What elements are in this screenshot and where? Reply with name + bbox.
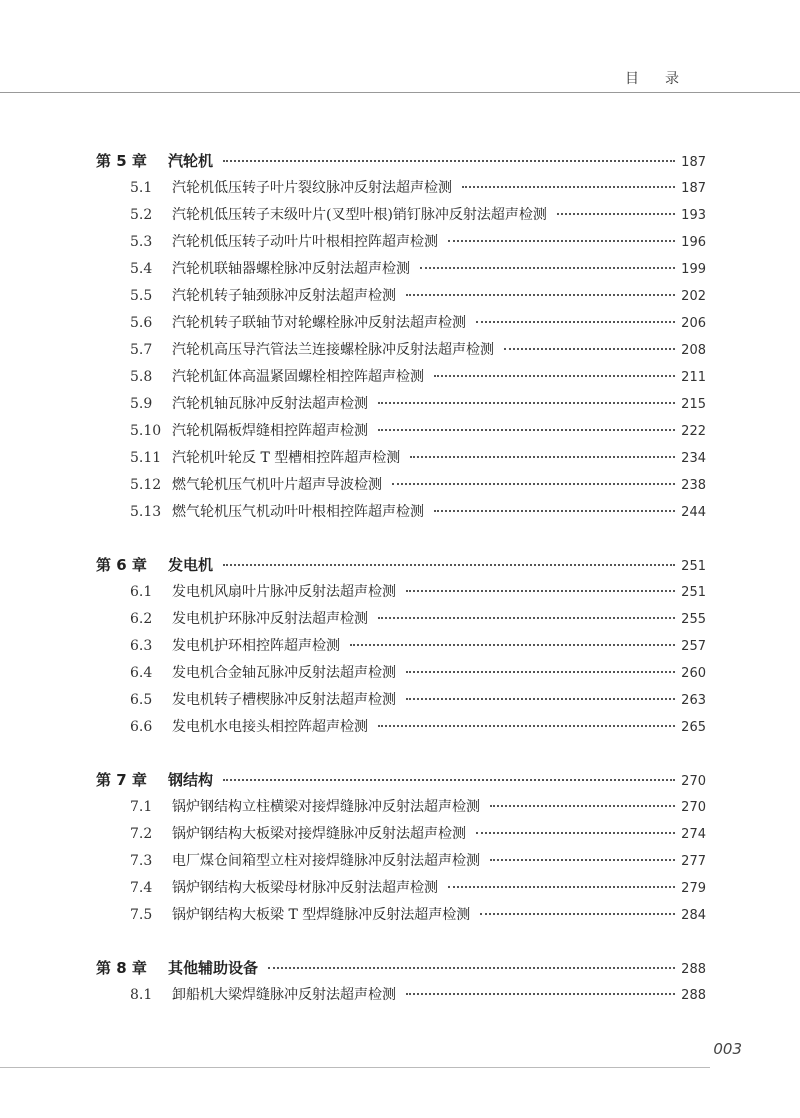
- section-title: 锅炉钢结构大板梁对接焊缝脉冲反射法超声检测: [172, 826, 466, 842]
- section-title: 卸船机大梁焊缝脉冲反射法超声检测: [172, 987, 396, 1003]
- dot-leader: [378, 725, 675, 727]
- section-number: 5.2: [130, 207, 153, 223]
- toc-section-entry[interactable]: [96, 310, 706, 337]
- toc-section-entry[interactable]: [96, 472, 706, 499]
- section-number: 8.1: [130, 987, 153, 1003]
- section-title: 汽轮机联轴器螺栓脉冲反射法超声检测: [172, 261, 410, 277]
- toc-section-entry[interactable]: [96, 229, 706, 256]
- running-header-title: 目录: [625, 71, 705, 87]
- chapter-title: 其他辅助设备: [168, 959, 259, 977]
- section-title: 燃气轮机压气机动叶叶根相控阵超声检测: [172, 504, 424, 520]
- toc-chapter-entry[interactable]: [96, 955, 706, 982]
- toc-section-entry[interactable]: [96, 391, 706, 418]
- section-title: 发电机转子槽楔脉冲反射法超声检测: [172, 692, 396, 708]
- section-number: 5.8: [130, 369, 153, 385]
- section-number: 5.5: [130, 288, 153, 304]
- section-title: 汽轮机转子轴颈脉冲反射法超声检测: [172, 288, 396, 304]
- section-number: 5.12: [130, 477, 162, 493]
- section-title: 汽轮机缸体高温紧固螺栓相控阵超声检测: [172, 369, 424, 385]
- chapter-block: [96, 148, 706, 526]
- section-title: 汽轮机转子联轴节对轮螺栓脉冲反射法超声检测: [172, 315, 466, 331]
- chapter-title: 钢结构: [168, 771, 214, 789]
- dot-leader: [490, 859, 675, 861]
- dot-leader: [268, 967, 675, 969]
- page-ref: 215: [681, 397, 706, 412]
- page-ref: 255: [681, 612, 706, 627]
- page-ref: 238: [681, 478, 706, 493]
- section-number: 5.4: [130, 261, 153, 277]
- section-title: 电厂煤仓间箱型立柱对接焊缝脉冲反射法超声检测: [172, 853, 480, 869]
- toc-section-entry[interactable]: [96, 418, 706, 445]
- dot-leader: [223, 160, 675, 162]
- section-title: 发电机护环相控阵超声检测: [172, 638, 340, 654]
- section-number: 6.6: [130, 719, 153, 735]
- toc-chapter-entry[interactable]: [96, 767, 706, 794]
- page-ref: 202: [681, 289, 706, 304]
- chapter-title: 发电机: [168, 556, 214, 574]
- toc-section-entry[interactable]: [96, 256, 706, 283]
- chapter-block: [96, 552, 706, 741]
- dot-leader: [434, 510, 675, 512]
- dot-leader: [410, 456, 675, 458]
- toc-section-entry[interactable]: [96, 202, 706, 229]
- section-title: 发电机水电接头相控阵超声检测: [172, 719, 368, 735]
- dot-leader: [406, 294, 675, 296]
- section-number: 5.1: [130, 180, 153, 196]
- section-title: 燃气轮机压气机叶片超声导波检测: [172, 477, 382, 493]
- page-ref: 288: [681, 988, 706, 1003]
- dot-leader: [378, 402, 675, 404]
- page-ref: 244: [681, 505, 706, 520]
- toc-section-entry[interactable]: [96, 283, 706, 310]
- page-ref: 251: [681, 585, 706, 600]
- dot-leader: [462, 186, 675, 188]
- chapter-number: 第 6 章: [96, 556, 147, 574]
- dot-leader: [406, 671, 675, 673]
- dot-leader: [434, 375, 675, 377]
- page-ref: 263: [681, 693, 706, 708]
- section-number: 6.1: [130, 584, 153, 600]
- section-number: 7.4: [130, 880, 153, 896]
- dot-leader: [476, 832, 675, 834]
- page-ref: 211: [681, 370, 706, 385]
- toc-section-entry[interactable]: [96, 660, 706, 687]
- chapter-number: 第 7 章: [96, 771, 147, 789]
- page-ref: 284: [681, 908, 706, 923]
- page-ref: 265: [681, 720, 706, 735]
- dot-leader: [557, 213, 675, 215]
- dot-leader: [448, 886, 675, 888]
- section-title: 发电机合金轴瓦脉冲反射法超声检测: [172, 665, 396, 681]
- section-number: 6.3: [130, 638, 153, 654]
- chapter-block: [96, 955, 706, 1009]
- dot-leader: [350, 644, 675, 646]
- toc-section-entry[interactable]: [96, 982, 706, 1009]
- section-title: 发电机风扇叶片脉冲反射法超声检测: [172, 584, 396, 600]
- dot-leader: [448, 240, 675, 242]
- page-ref: 270: [681, 774, 706, 789]
- section-title: 汽轮机高压导汽管法兰连接螺栓脉冲反射法超声检测: [172, 342, 494, 358]
- section-number: 5.11: [130, 450, 162, 466]
- page-ref: 251: [681, 559, 706, 574]
- section-number: 6.5: [130, 692, 153, 708]
- toc-section-entry[interactable]: [96, 633, 706, 660]
- page-ref: 288: [681, 962, 706, 977]
- toc-section-entry[interactable]: [96, 902, 706, 929]
- header-rule: [0, 92, 800, 93]
- section-title: 汽轮机低压转子末级叶片(叉型叶根)销钉脉冲反射法超声检测: [172, 207, 547, 223]
- toc-section-entry[interactable]: [96, 175, 706, 202]
- dot-leader: [406, 698, 675, 700]
- dot-leader: [476, 321, 675, 323]
- dot-leader: [223, 779, 675, 781]
- toc-section-entry[interactable]: [96, 445, 706, 472]
- dot-leader: [420, 267, 675, 269]
- section-number: 6.4: [130, 665, 153, 681]
- toc-chapter-entry[interactable]: [96, 552, 706, 579]
- toc-section-entry[interactable]: [96, 499, 706, 526]
- page-ref: 274: [681, 827, 706, 842]
- footer-rule: [0, 1067, 710, 1068]
- section-number: 5.7: [130, 342, 153, 358]
- dot-leader: [490, 805, 675, 807]
- section-title: 锅炉钢结构立柱横梁对接焊缝脉冲反射法超声检测: [172, 799, 480, 815]
- page-ref: 196: [681, 235, 706, 250]
- page-ref: 187: [681, 155, 706, 170]
- section-title: 发电机护环脉冲反射法超声检测: [172, 611, 368, 627]
- toc-chapter-entry[interactable]: [96, 148, 706, 175]
- section-number: 5.6: [130, 315, 153, 331]
- chapter-block: [96, 767, 706, 929]
- toc-section-entry[interactable]: [96, 687, 706, 714]
- page-ref: 199: [681, 262, 706, 277]
- section-number: 5.3: [130, 234, 153, 250]
- dot-leader: [480, 913, 675, 915]
- table-of-contents: [96, 148, 706, 1035]
- dot-leader: [378, 429, 675, 431]
- section-title: 汽轮机低压转子动叶片叶根相控阵超声检测: [172, 234, 438, 250]
- section-number: 7.2: [130, 826, 153, 842]
- section-title: 汽轮机叶轮反 T 型槽相控阵超声检测: [172, 450, 401, 466]
- dot-leader: [378, 617, 675, 619]
- section-number: 6.2: [130, 611, 153, 627]
- chapter-number: 第 8 章: [96, 959, 147, 977]
- toc-section-entry[interactable]: [96, 821, 706, 848]
- page-ref: 279: [681, 881, 706, 896]
- dot-leader: [504, 348, 675, 350]
- section-number: 5.13: [130, 504, 162, 520]
- page-ref: 260: [681, 666, 706, 681]
- page-ref: 193: [681, 208, 706, 223]
- page-ref: 234: [681, 451, 706, 466]
- section-title: 汽轮机低压转子叶片裂纹脉冲反射法超声检测: [172, 180, 452, 196]
- toc-section-entry[interactable]: [96, 606, 706, 633]
- section-title: 汽轮机轴瓦脉冲反射法超声检测: [172, 396, 368, 412]
- page-ref: 208: [681, 343, 706, 358]
- chapter-number: 第 5 章: [96, 152, 147, 170]
- toc-section-entry[interactable]: [96, 875, 706, 902]
- section-title: 锅炉钢结构大板梁母材脉冲反射法超声检测: [172, 880, 438, 896]
- toc-section-entry[interactable]: [96, 364, 706, 391]
- section-number: 7.3: [130, 853, 153, 869]
- section-number: 5.9: [130, 396, 153, 412]
- page-ref: 187: [681, 181, 706, 196]
- page-ref: 277: [681, 854, 706, 869]
- page-number: 003: [713, 1040, 742, 1058]
- dot-leader: [406, 993, 675, 995]
- toc-section-entry[interactable]: [96, 794, 706, 821]
- toc-section-entry[interactable]: [96, 848, 706, 875]
- toc-section-entry[interactable]: [96, 714, 706, 741]
- page-ref: 270: [681, 800, 706, 815]
- page-ref: 257: [681, 639, 706, 654]
- section-number: 7.5: [130, 907, 153, 923]
- dot-leader: [406, 590, 675, 592]
- dot-leader: [392, 483, 675, 485]
- section-title: 汽轮机隔板焊缝相控阵超声检测: [172, 423, 368, 439]
- section-number: 5.10: [130, 423, 162, 439]
- dot-leader: [223, 564, 675, 566]
- section-number: 7.1: [130, 799, 153, 815]
- toc-section-entry[interactable]: [96, 579, 706, 606]
- page-ref: 222: [681, 424, 706, 439]
- chapter-title: 汽轮机: [168, 152, 214, 170]
- toc-section-entry[interactable]: [96, 337, 706, 364]
- page-ref: 206: [681, 316, 706, 331]
- section-title: 锅炉钢结构大板梁 T 型焊缝脉冲反射法超声检测: [172, 907, 471, 923]
